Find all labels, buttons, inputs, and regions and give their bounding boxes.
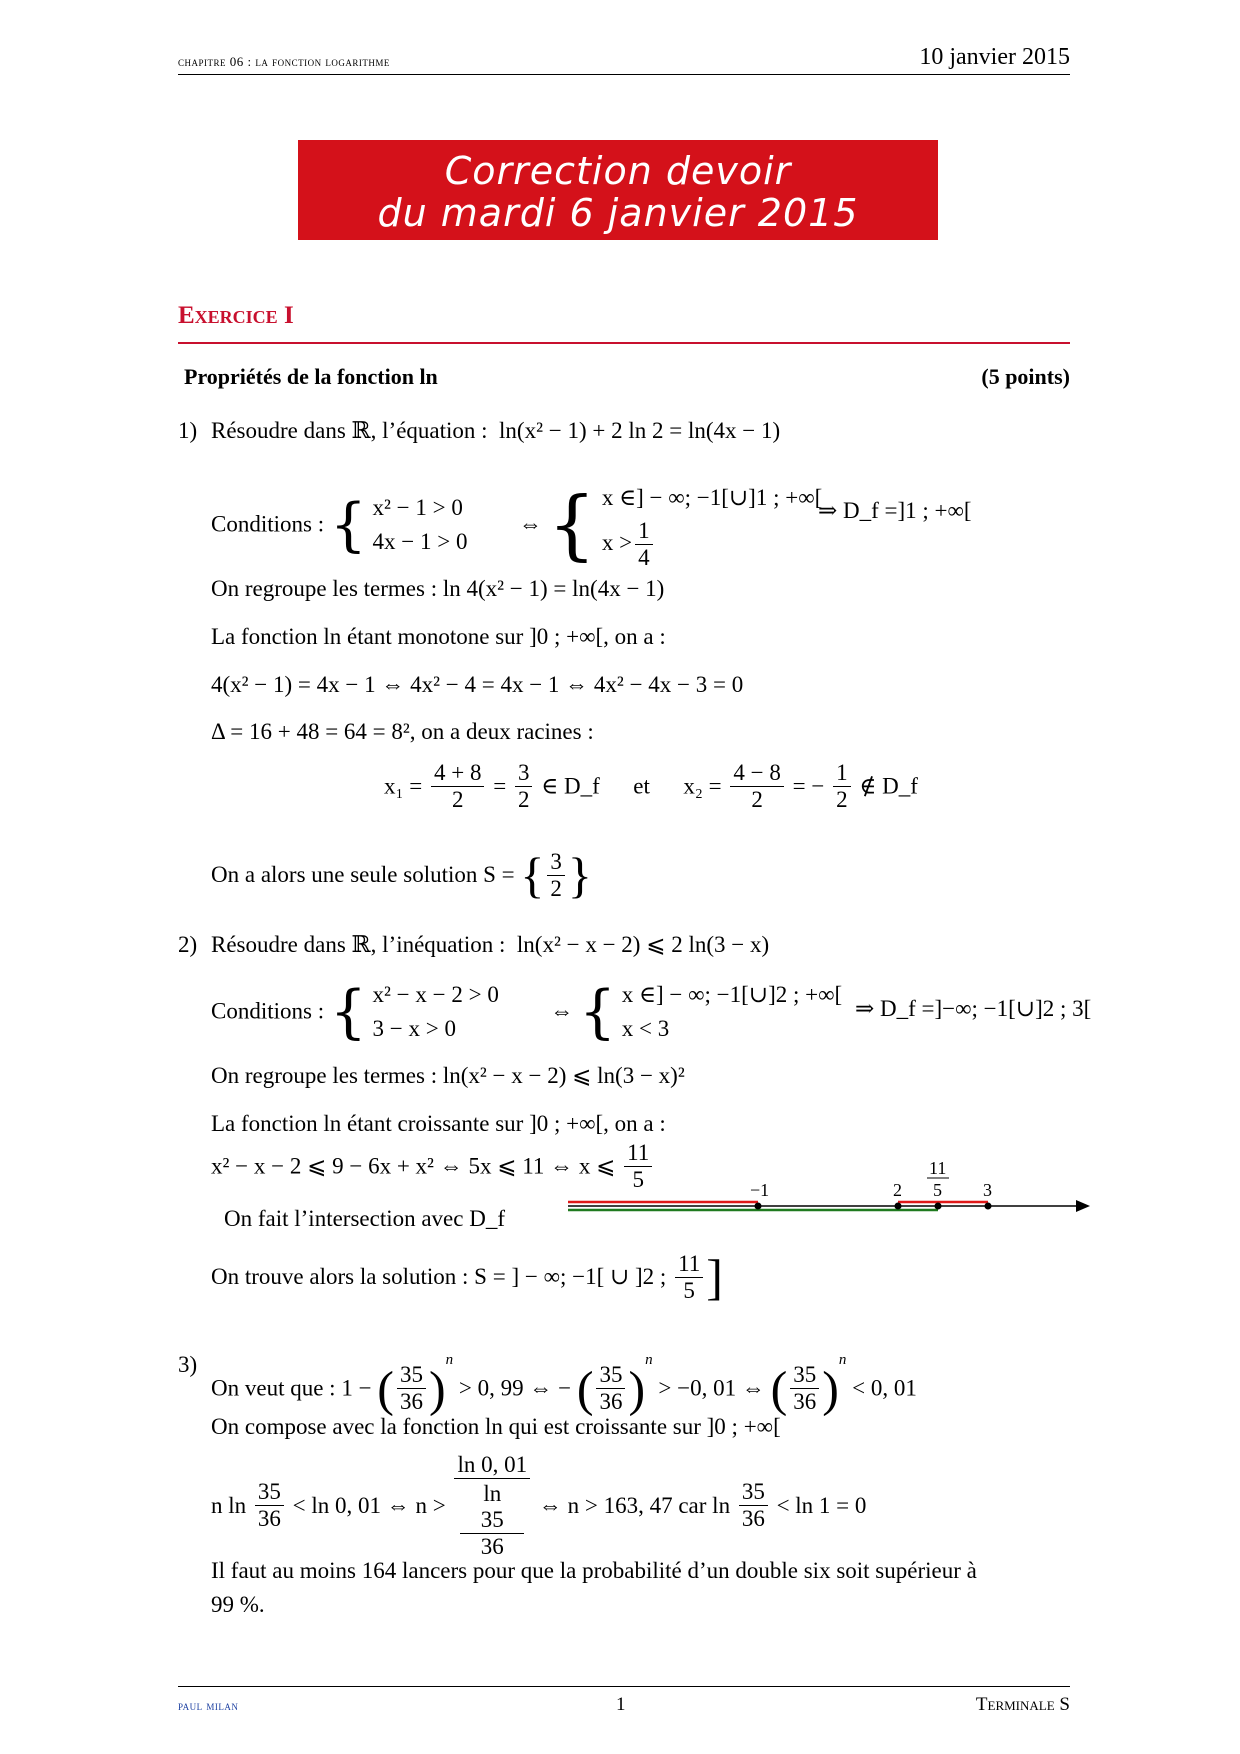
q1-solution: On a alors une seule solution S = { $\frac{3}{2}$ }: [211, 847, 592, 903]
q2-inequation: ln(x² − x − 2) ⩽ 2 ln(3 − x): [516, 932, 770, 957]
title-line-2: du mardi 6 janvier 2015: [377, 191, 859, 235]
q1-conditions: Conditions : { x² − 1 > 0 4x − 1 > 0 ⇔ { x ∈] − ∞; −1[∪]1 ; +∞[ x > $\frac{1}{4}$: [211, 479, 823, 570]
q2-regroup: On regroupe les termes : ln(x² − x − 2) ⩽ ln(3 − x)²: [211, 1063, 685, 1088]
q2-domain: ⇒ D_f =]−∞; −1[∪]2 ; 3[: [855, 996, 1092, 1021]
q3-line2: n ln $\frac{35}{36}$ < ln 0, 01 ⇔ n > ln 0, 01 ln 35 36 ⇔ n > 163, 47 car ln $\frac{35}{36}$ < ln 1 = 0: [211, 1452, 867, 1559]
exercise-points: (5 points): [981, 364, 1070, 389]
q2-solution: On trouve alors la solution : S = ] − ∞; −1[ ∪ ]2 ; $\frac{11}{5}$ ]: [211, 1249, 723, 1305]
q1-roots: x₁ = $\frac{4 + 8}{2}$ = $\frac{3}{2}$ ∈ D_f et x₂ = $\frac{4 - 8}{2}$ = − $\frac{1}{2}$ ∉ D_f: [384, 760, 918, 812]
number-line: [560, 1160, 1100, 1230]
q1-chain: 4(x² − 1) = 4x − 1 ⇔ 4x² − 4 = 4x − 1 ⇔ 4x² − 4x − 3 = 0: [211, 672, 744, 697]
q2-conditions: Conditions : { x² − x − 2 > 0 3 − x > 0 ⇔ { x ∈] − ∞; −1[∪]2 ; +∞[ x < 3: [211, 977, 843, 1046]
footer-rule: [178, 1686, 1070, 1687]
point-two: [895, 1203, 902, 1210]
exercise-title: Exercice I: [178, 302, 294, 329]
q1-number: 1): [178, 418, 198, 443]
footer-page-number: 1: [616, 1694, 626, 1715]
q1-regroup: On regroupe les termes : ln 4(x² − 1) = ln(4x − 1): [211, 576, 665, 601]
exercise-rule: [178, 342, 1070, 344]
q3-line1: On veut que : 1 − ( $\frac{35}{36}$ )$^n$ > 0, 99 ⇔ − ( $\frac{35}{36}$ )$^n$ > −0, 01 ⇔ ( $\frac{35}{36}$ )$^n$ < 0, 01: [211, 1352, 917, 1417]
q2-croissante: La fonction ln étant croissante sur ]0 ; +∞[, on a :: [211, 1111, 666, 1136]
title-box: [298, 140, 938, 240]
header-date: 10 janvier 2015: [919, 44, 1070, 70]
axis-label-minus-one: −1: [750, 1180, 770, 1200]
q2-number: 2): [178, 932, 198, 957]
q1-monotone: La fonction ln étant monotone sur ]0 ; +∞[, on a :: [211, 624, 666, 649]
q2-intersection: On fait l’intersection avec D_f: [224, 1206, 505, 1231]
point-eleven-fifths: [935, 1203, 942, 1210]
point-three: [985, 1203, 992, 1210]
footer-author: paul milan: [178, 1698, 239, 1713]
q3-conclusion: Il faut au moins 164 lancers pour que la probabilité d’un double six soit supérieur à 99 %.: [211, 1558, 977, 1617]
header-rule: [178, 74, 1070, 75]
q2-statement: Résoudre dans ℝ, l’inéquation : ln(x² − x − 2) ⩽ 2 ln(3 − x): [211, 932, 770, 957]
q3-compose: On compose avec la fonction ln qui est croissante sur ]0 ; +∞[: [211, 1414, 781, 1439]
q2-chain: x² − x − 2 ⩽ 9 − 6x + x² ⇔ 5x ⩽ 11 ⇔ x ⩽ $\frac{11}{5}$: [211, 1140, 655, 1193]
q1-delta: Δ = 16 + 48 = 64 = 8², on a deux racines :: [211, 719, 594, 744]
axis-label-frac-den: 5: [933, 1180, 942, 1200]
q1-equation: ln(x² − 1) + 2 ln 2 = ln(4x − 1): [499, 418, 781, 443]
exercise-subtitle: Propriétés de la fonction ln: [184, 364, 438, 389]
footer-level: Terminale S: [975, 1694, 1070, 1715]
q1-statement: Résoudre dans ℝ, l’équation : ln(x² − 1) + 2 ln 2 = ln(4x − 1): [211, 418, 781, 443]
point-minus-one: [755, 1203, 762, 1210]
title-line-1: Correction devoir: [444, 149, 792, 193]
axis-label-frac-num: 11: [929, 1160, 947, 1178]
q3-number: 3): [178, 1352, 198, 1377]
axis-label-three: 3: [983, 1180, 992, 1200]
q1-domain: ⇒ D_f =]1 ; +∞[: [818, 498, 972, 523]
header-chapter: chapitre 06 : la fonction logarithme: [178, 54, 390, 69]
axis-label-two: 2: [893, 1180, 902, 1200]
axis-arrow: [1076, 1200, 1090, 1212]
